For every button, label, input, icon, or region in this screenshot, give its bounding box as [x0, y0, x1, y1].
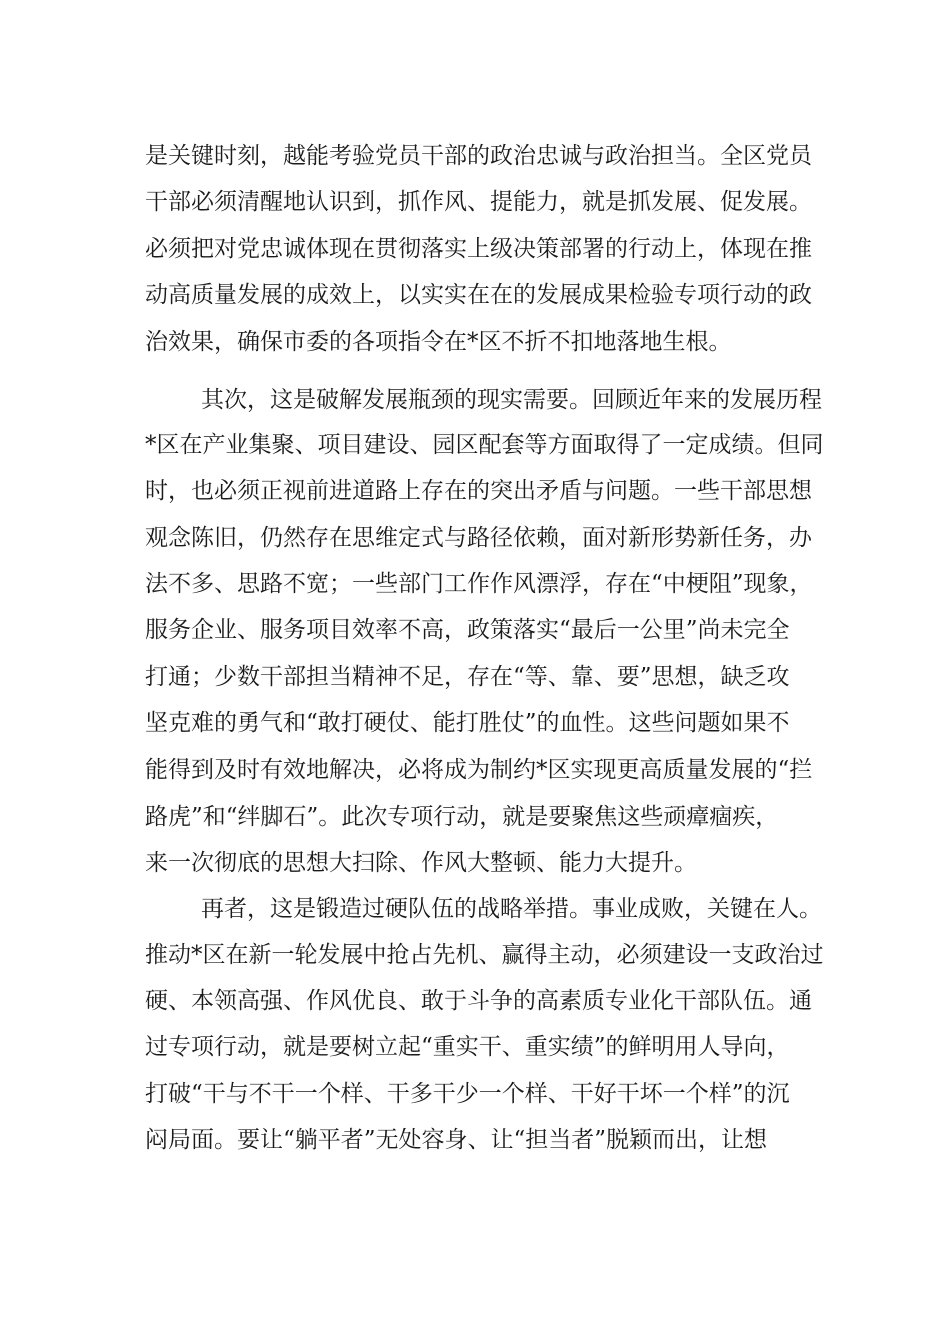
- text-line-content: 法不多、思路不宽；一些部门工作作风漂浮，存在“中梗阻”现象，: [145, 571, 813, 597]
- paragraph-first-line: [0, 889, 950, 929]
- text-line: [0, 471, 950, 511]
- text-line: [0, 657, 950, 697]
- text-line: [0, 136, 950, 176]
- text-line: [0, 275, 950, 315]
- text-line-content: 服务企业、服务项目效率不高，政策落实“最后一公里”尚未完全: [145, 617, 790, 643]
- text-line-content: 再者，这是锻造过硬队伍的战略举措。事业成败，关键在人。: [201, 896, 822, 922]
- text-line-content: 能得到及时有效地解决，必将成为制约*区实现更高质量发展的“拦: [145, 757, 813, 783]
- text-line-content: 时，也必须正视前进道路上存在的突出矛盾与问题。一些干部思想: [145, 478, 812, 504]
- text-line-content: 是关键时刻，越能考验党员干部的政治忠诚与政治担当。全区党员: [145, 143, 812, 169]
- text-line: [0, 1027, 950, 1067]
- text-line: [0, 797, 950, 837]
- text-line: [0, 750, 950, 790]
- text-line-content: 打通；少数干部担当精神不足，存在“等、靠、要”思想，缺乏攻: [145, 664, 790, 690]
- text-line: [0, 182, 950, 222]
- text-line: [0, 564, 950, 604]
- text-line: [0, 935, 950, 975]
- text-line-content: 打破“干与不干一个样、干多干少一个样、干好干坏一个样”的沉: [145, 1081, 790, 1107]
- text-line: [0, 1120, 950, 1160]
- paragraph-first-line: [0, 380, 950, 420]
- text-line: [0, 703, 950, 743]
- text-line-content: *区在产业集聚、项目建设、园区配套等方面取得了一定成绩。但同: [145, 432, 824, 458]
- text-line-content: 治效果，确保市委的各项指令在*区不折不扣地落地生根。: [145, 329, 732, 355]
- text-line: [0, 1074, 950, 1114]
- text-line-content: 动高质量发展的成效上，以实实在在的发展成果检验专项行动的政: [145, 282, 812, 308]
- text-line-content: 路虎”和“绊脚石”。此次专项行动，就是要聚焦这些顽瘴痼疾，: [145, 804, 779, 830]
- text-line-content: 坚克难的勇气和“敢打硬仗、能打胜仗”的血性。这些问题如果不: [145, 710, 790, 736]
- text-line: [0, 229, 950, 269]
- text-line-content: 必须把对党忠诚体现在贯彻落实上级决策部署的行动上，体现在推: [145, 236, 812, 262]
- text-line-content: 其次，这是破解发展瓶颈的现实需要。回顾近年来的发展历程: [201, 387, 822, 413]
- text-line: [0, 425, 950, 465]
- text-line-content: 来一次彻底的思想大扫除、作风大整顿、能力大提升。: [145, 850, 697, 876]
- text-line-content: 过专项行动，就是要树立起“重实干、重实绩”的鲜明用人导向，: [145, 1034, 790, 1060]
- text-line: [0, 322, 950, 362]
- text-line-content: 闷局面。要让“躺平者”无处容身、让“担当者”脱颖而出，让想: [145, 1127, 768, 1153]
- text-line-content: 硬、本领高强、作风优良、敢于斗争的高素质专业化干部队伍。通: [145, 988, 812, 1014]
- text-line: [0, 843, 950, 883]
- text-line-content: 推动*区在新一轮发展中抢占先机、赢得主动，必须建设一支政治过: [145, 942, 824, 968]
- text-line-content: 观念陈旧，仍然存在思维定式与路径依赖，面对新形势新任务，办: [145, 525, 812, 551]
- text-line-content: 干部必须清醒地认识到，抓作风、提能力，就是抓发展、促发展。: [145, 189, 812, 215]
- text-line: [0, 518, 950, 558]
- text-line: [0, 981, 950, 1021]
- text-line: [0, 610, 950, 650]
